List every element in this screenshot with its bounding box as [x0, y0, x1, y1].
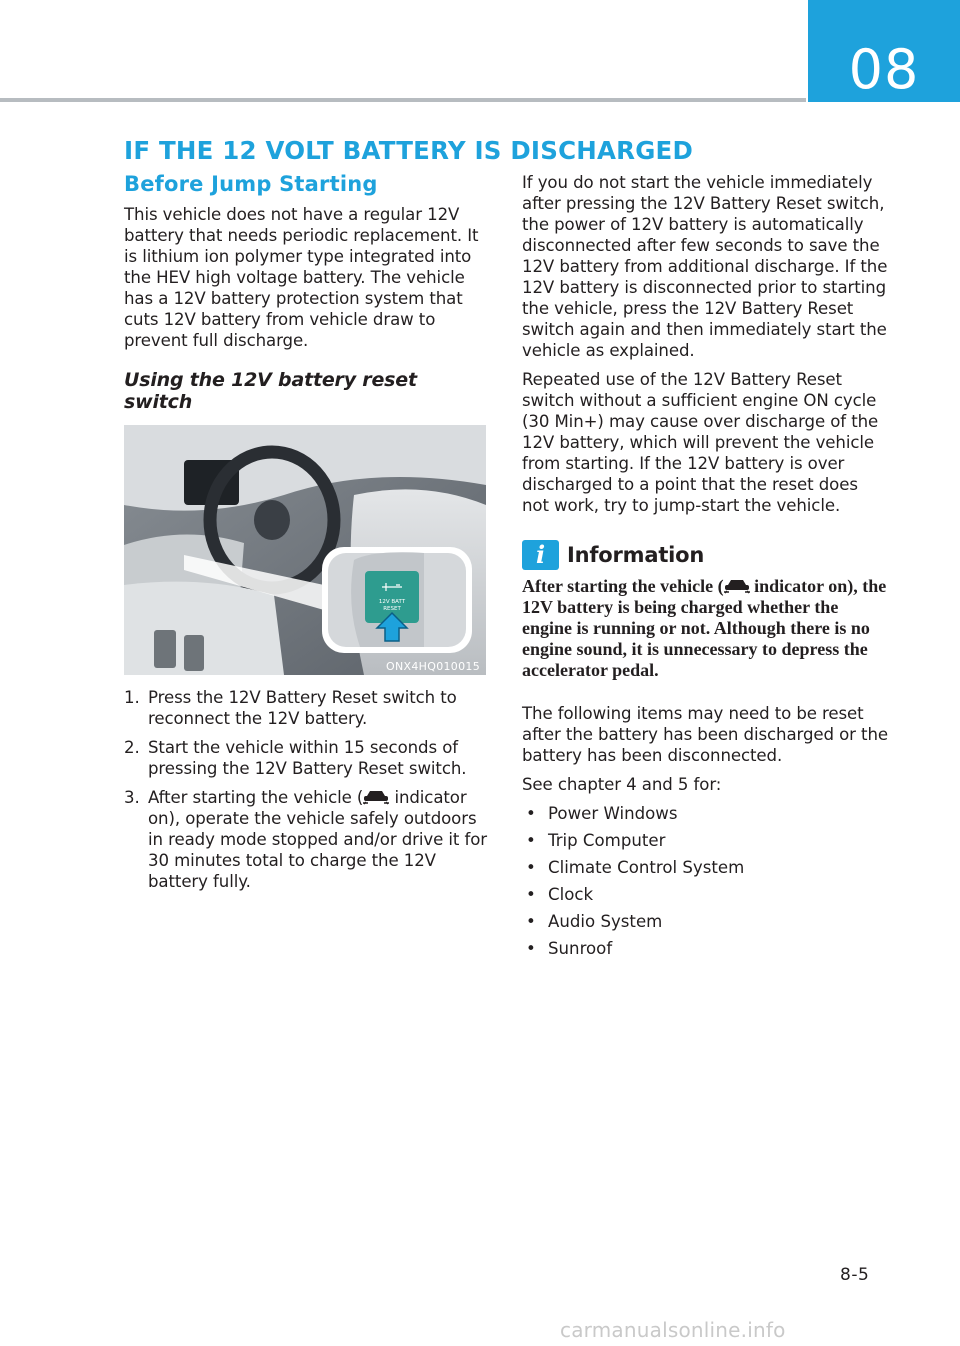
section-title: IF THE 12 VOLT BATTERY IS DISCHARGED	[124, 136, 693, 165]
reset-items-list	[522, 803, 888, 959]
switch-label-line2: RESET	[383, 606, 401, 612]
step-text: After starting the vehicle (	[148, 788, 364, 807]
sub-subheading: Using the 12V battery reset switch	[124, 369, 417, 413]
list-item: • Audio System	[522, 911, 888, 932]
information-icon: i	[522, 540, 559, 570]
step-text: Press the 12V Battery Reset switch to reconnect the 12V battery.	[148, 688, 457, 728]
step-text: indicator on), operate the vehicle safely outdoors in ready mode stopped and/or drive it for 30 minutes total to charge the 12V battery fully.	[148, 788, 488, 891]
info-text-part: After starting the vehicle (	[522, 576, 724, 596]
steps-list	[124, 687, 488, 892]
figure-caption: ONX4HQ010015	[386, 660, 480, 673]
step-number: 1.	[124, 688, 140, 707]
list-item: • Power Windows	[522, 803, 888, 824]
chapter-tab: 08	[808, 0, 960, 102]
ready-car-icon	[363, 789, 389, 805]
step-number: 2.	[124, 738, 140, 757]
header-rule	[0, 98, 806, 102]
list-item	[124, 787, 488, 892]
watermark: carmanualsonline.info	[560, 1318, 786, 1342]
information-title: Information	[567, 543, 705, 567]
intro-paragraph: This vehicle does not have a regular 12V battery that needs periodic replacement. It is lithium ion polymer type integrated into the HEV high voltage battery. The vehicle has a 12V battery protection system that cuts 12V battery from vehicle draw to prevent full discharge.	[124, 205, 479, 350]
list-item: • Trip Computer	[522, 830, 888, 851]
list-item	[124, 687, 488, 729]
right-column	[522, 172, 888, 965]
step-number: 3.	[124, 788, 140, 807]
switch-label-line1: 12V BATT	[378, 599, 406, 605]
paragraph: See chapter 4 and 5 for:	[522, 775, 722, 794]
list-item: • Sunroof	[522, 938, 888, 959]
information-header	[522, 540, 888, 570]
page-number: 8-5	[840, 1265, 870, 1285]
step-text: Start the vehicle within 15 seconds of pressing the 12V Battery Reset switch.	[148, 738, 467, 778]
left-column	[124, 172, 488, 900]
car-interior-illustration	[124, 425, 486, 675]
paragraph: Repeated use of the 12V Battery Reset switch without a sufficient engine ON cycle (30 Min+) may cause over discharge of the 12V battery, which will prevent the vehicle from starting. If the 12V battery is over discharged to a point that the reset does not work, try to jump-start the vehicle.	[522, 370, 879, 515]
info-text-part: indicator on), the 12V battery is being charged whether the engine is running or not. Although there is no engine sound, it is unnecessary to depress the accelerator pedal.	[522, 576, 887, 680]
ready-car-icon	[724, 578, 750, 594]
paragraph: The following items may need to be reset after the battery has been discharged or the battery has been disconnected.	[522, 704, 888, 765]
paragraph: If you do not start the vehicle immediately after pressing the 12V Battery Reset switch, the power of 12V battery is automatically disconnected after few seconds to save the 12V battery from additional discharge. If the 12V battery is disconnected prior to starting the vehicle, press the 12V Battery Reset switch again and then immediately start the vehicle as explained.	[522, 173, 888, 360]
information-text	[522, 576, 888, 681]
list-item	[124, 737, 488, 779]
list-item: • Clock	[522, 884, 888, 905]
reset-switch-figure	[124, 425, 486, 675]
list-item: • Climate Control System	[522, 857, 888, 878]
subheading: Before Jump Starting	[124, 172, 378, 196]
